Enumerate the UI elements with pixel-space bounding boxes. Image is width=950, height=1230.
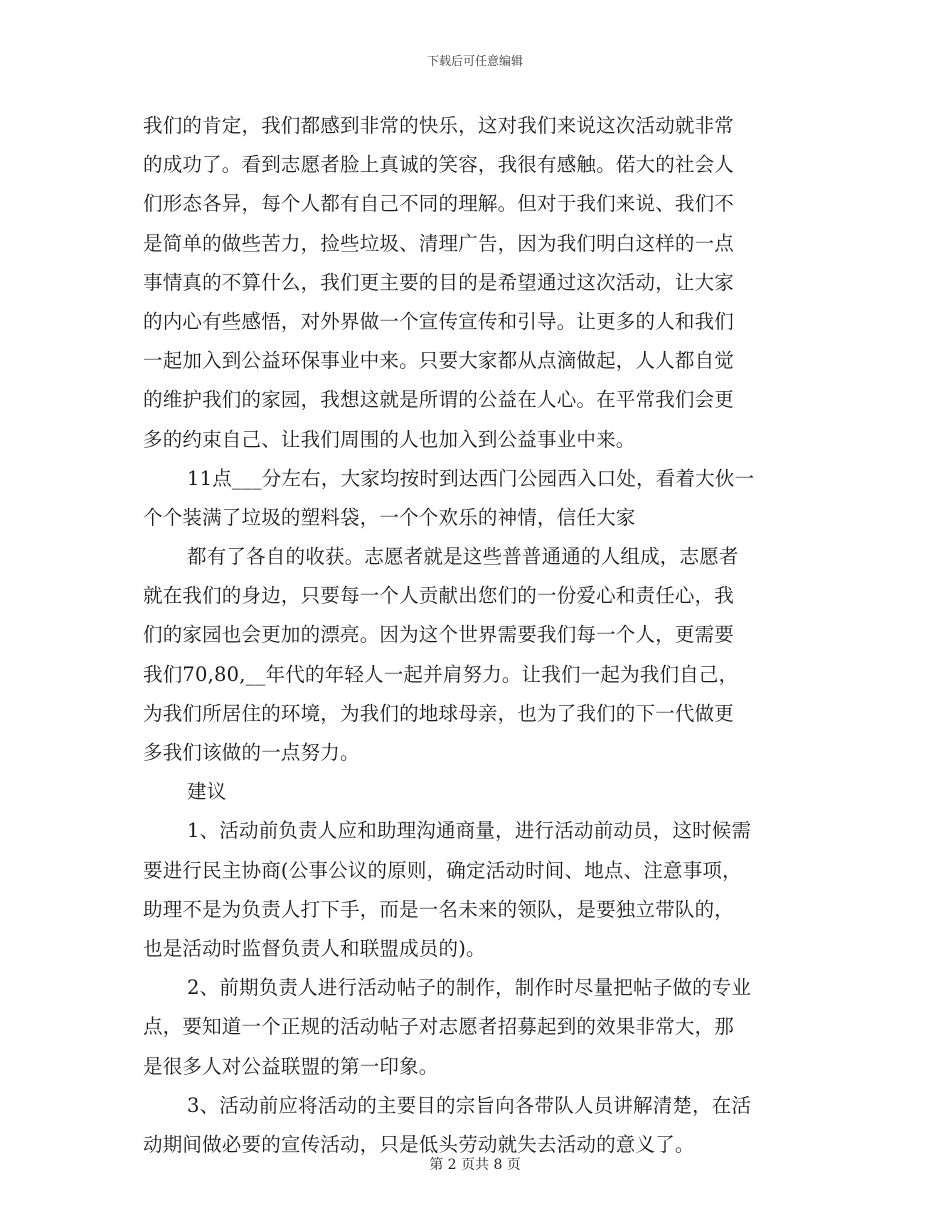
text-line: 多我们该做的一点努力。	[143, 741, 360, 764]
text-line: 们形态各异，每个人都有自己不同的理解。但对于我们来说、我们不	[143, 192, 735, 216]
text-line: 的内心有些感悟，对外界做一个宣传宣传和引导。让更多的人和我们	[143, 309, 735, 333]
text-line: 一起加入到公益环保事业中来。只要大家都从点滴做起，人人都自觉	[143, 349, 735, 373]
section-heading: 建议	[187, 780, 227, 804]
text-line: 3、活动前应将活动的主要目的宗旨向各带队人员讲解清楚，在活	[187, 1093, 752, 1117]
text-line: 的成功了。看到志愿者脸上真诚的笑容，我很有感触。偌大的社会人	[143, 153, 735, 177]
page-header: 下载后可任意编辑	[426, 54, 523, 68]
text-line: 们的家园也会更加的漂亮。因为这个世界需要我们每一个人，更需要	[143, 623, 735, 647]
text-line: 要进行民主协商(公事公议的原则，确定活动时间、地点、注意事项，	[143, 858, 742, 882]
text-line: 我们的肯定，我们都感到非常的快乐，这对我们来说这次活动就非常	[143, 114, 735, 137]
text-line: 个个装满了垃圾的塑料袋，一个个欢乐的神情，信任大家	[143, 505, 636, 529]
text-line: 多的约束自己、让我们周围的人也加入到公益事业中来。	[143, 427, 636, 451]
page-footer: 第 2 页共 8 页	[429, 1157, 521, 1173]
text-line: 11点___分左右，大家均按时到达西门公园西入口处，看着大伙一	[187, 466, 755, 490]
text-line: 2、前期负责人进行活动帖子的制作，制作时尽量把帖子做的专业	[187, 976, 752, 1000]
text-line: 为我们所居住的环境，为我们的地球母亲，也为了我们的下一代做更	[143, 701, 735, 725]
text-line: 1、活动前负责人应和助理沟通商量，进行活动前动员，这时候需	[187, 819, 752, 843]
text-line: 助理不是为负责人打下手，而是一名未来的领队，是要独立带队的，	[143, 897, 735, 921]
text-line: 的维护我们的家园，我想这就是所谓的公益在人心。在平常我们会更	[143, 388, 735, 412]
text-line: 都有了各自的收获。志愿者就是这些普普通通的人组成，志愿者	[187, 545, 739, 569]
text-line: 事情真的不算什么，我们更主要的目的是希望通过这次活动，让大家	[143, 270, 735, 294]
text-line: 也是活动时监督负责人和联盟成员的)。	[143, 936, 486, 960]
text-line: 动期间做必要的宣传活动，只是低头劳动就失去活动的意义了。	[143, 1132, 695, 1156]
text-line: 我们70,80,__年代的年轻人一起并肩努力。让我们一起为我们自己，	[143, 662, 739, 686]
text-line: 就在我们的身边，只要每一个人贡献出您们的一份爱心和责任心，我	[143, 584, 735, 608]
text-line: 是简单的做些苦力，捡些垃圾、清理广告，因为我们明白这样的一点	[143, 231, 735, 255]
text-line: 是很多人对公益联盟的第一印象。	[143, 1054, 439, 1078]
text-line: 点，要知道一个正规的活动帖子对志愿者招募起到的效果非常大，那	[143, 1015, 735, 1039]
body-text	[143, 106, 811, 1164]
